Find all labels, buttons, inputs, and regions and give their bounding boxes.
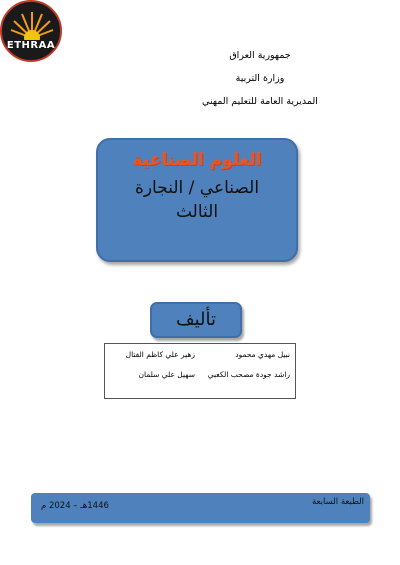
sunburst-icon	[10, 8, 54, 40]
ministry-header	[160, 44, 360, 113]
author-name: راشد جودة مصحب الكعبي	[207, 370, 290, 379]
header-ministry: وزارة التربية	[235, 73, 285, 84]
author-name: نبيل مهدي محمود	[235, 350, 290, 359]
edition-year: 1446هـ – 2024 م	[41, 501, 109, 511]
authors-box	[104, 343, 296, 399]
book-title-box	[96, 138, 298, 262]
edition-label: الطبعة السابعة	[312, 497, 364, 507]
author-name: زهير علي كاظم الفتال	[125, 350, 195, 359]
author-name: سهيل علي سلمان	[138, 370, 195, 379]
book-subject: العلوم الصناعية	[132, 150, 262, 170]
header-directorate: المديرية العامة للتعليم المهني	[202, 96, 318, 107]
edition-footer	[31, 493, 370, 523]
ethraa-logo	[0, 0, 62, 62]
logo-text: ETHRAA	[6, 40, 56, 51]
authors-row	[105, 350, 295, 368]
authorship-label-box	[150, 302, 242, 338]
authors-row	[105, 370, 295, 388]
book-grade: الثالث	[175, 202, 219, 222]
header-country: جمهورية العراق	[229, 50, 291, 61]
authorship-label: تأليف	[175, 309, 217, 330]
book-branch: الصناعي / النجارة	[134, 178, 260, 198]
